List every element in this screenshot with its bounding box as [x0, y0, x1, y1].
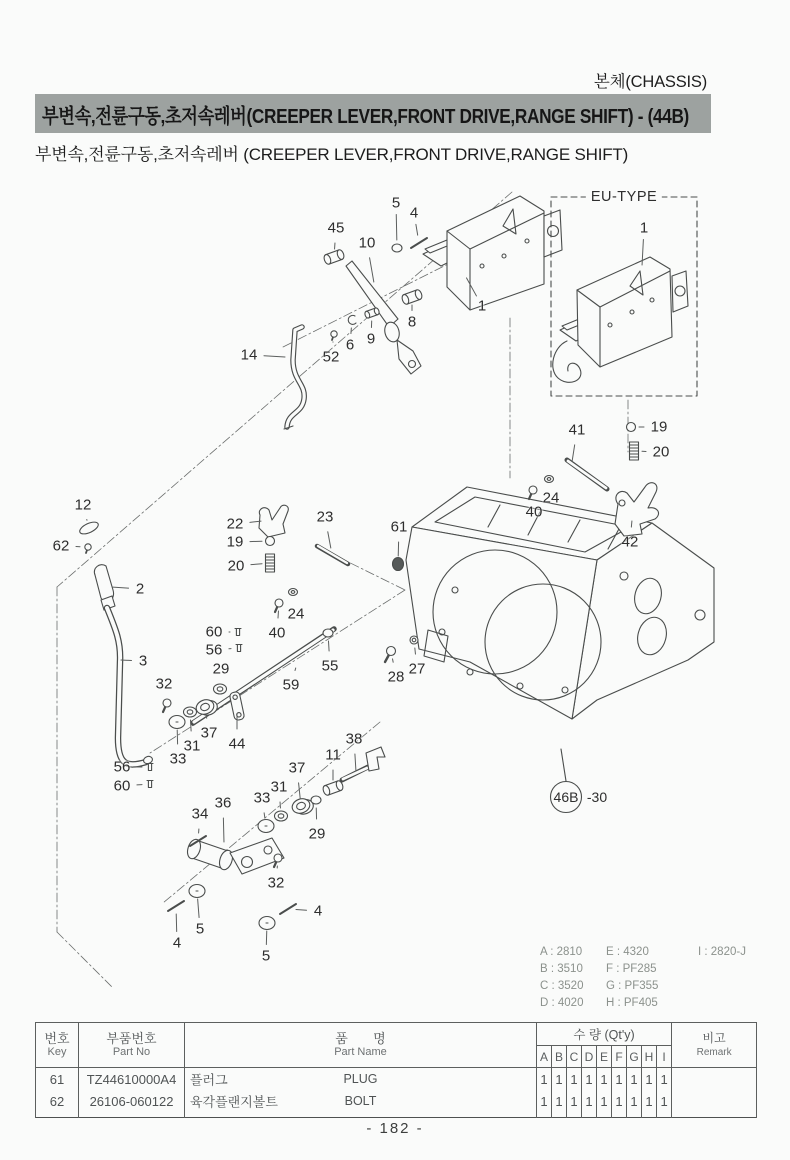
- table-cell: 1: [567, 1068, 582, 1091]
- spacer-cell: [582, 1112, 597, 1118]
- qty-col-D: D: [582, 1046, 597, 1068]
- part-callout-10: 10: [358, 234, 376, 252]
- eu-type-box: [551, 197, 697, 396]
- part-callout-42: 42: [621, 533, 639, 551]
- part-callout-33: 33: [253, 789, 271, 807]
- part-callout-24: 24: [287, 605, 305, 623]
- page-subtitle: 부변속,전륜구동,초저속레버 (CREEPER LEVER,FRONT DRIVE,RANGE SHIFT): [35, 145, 629, 164]
- part-callout-24: 24: [542, 489, 560, 507]
- part-callout-62: 62: [52, 537, 70, 555]
- bracket-part-1: [423, 196, 562, 310]
- part-callout-60: 60: [113, 777, 131, 795]
- part-callout-40: 40: [268, 624, 286, 642]
- part-callout-5: 5: [261, 947, 271, 965]
- part-callout-32: 32: [267, 874, 285, 892]
- note-line: A : 2810 E : 4320 I : 2820-J: [540, 946, 746, 958]
- table-cell: 육각플랜지볼트 BOLT: [185, 1090, 537, 1112]
- table-cell: 1: [567, 1090, 582, 1112]
- table-cell: 1: [627, 1068, 642, 1091]
- table-cell: 1: [597, 1090, 612, 1112]
- table-cell: 62: [36, 1090, 79, 1112]
- part-callout-38: 38: [345, 730, 363, 748]
- part-callout-12: 12: [74, 496, 92, 514]
- qty-col-E: E: [597, 1046, 612, 1068]
- rod-part-38: [342, 747, 385, 780]
- parts-table: [35, 1022, 757, 1118]
- table-cell: 1: [657, 1068, 672, 1091]
- part-callout-44: 44: [228, 735, 246, 753]
- qty-col-F: F: [612, 1046, 627, 1068]
- part-callout-29: 29: [212, 660, 230, 678]
- table-cell: 1: [552, 1068, 567, 1091]
- part-callout-31: 31: [270, 778, 288, 796]
- rod-part-14: [284, 327, 304, 429]
- part-callout-37: 37: [200, 724, 218, 742]
- part-callout-28: 28: [387, 668, 405, 686]
- part-callout-4: 4: [313, 902, 323, 920]
- section-label: 본체(CHASSIS): [593, 73, 707, 91]
- part-callout-20: 20: [652, 443, 670, 461]
- assembly-ref-suffix: -30: [586, 789, 608, 805]
- part-callout-56: 56: [113, 758, 131, 776]
- part-callout-19: 19: [650, 418, 668, 436]
- part-callout-3: 3: [138, 652, 148, 670]
- note-line: D : 4020 H : PF405: [540, 997, 658, 1009]
- rod-part-41: [567, 460, 607, 489]
- part-callout-8: 8: [407, 313, 417, 331]
- spacer-cell: [627, 1112, 642, 1118]
- table-cell: 1: [642, 1090, 657, 1112]
- part-callout-5: 5: [195, 920, 205, 938]
- part-callout-33: 33: [169, 750, 187, 768]
- part-callout-4: 4: [172, 934, 182, 952]
- part-callout-40: 40: [525, 503, 543, 521]
- part-callout-2: 2: [135, 580, 145, 598]
- part-callout-31: 31: [183, 737, 201, 755]
- part-callout-20: 20: [227, 557, 245, 575]
- part-callout-11: 11: [325, 746, 341, 764]
- col-header-qty: 수 량 (Qt'y): [537, 1023, 672, 1046]
- part-callout-5: 5: [391, 194, 401, 212]
- part-callout-52: 52: [322, 348, 340, 366]
- spacer-cell: [36, 1112, 79, 1118]
- table-cell: 1: [612, 1068, 627, 1091]
- spacer-cell: [612, 1112, 627, 1118]
- spacer-cell: [642, 1112, 657, 1118]
- table-cell: 플러그 PLUG: [185, 1068, 537, 1091]
- table-cell: 1: [627, 1090, 642, 1112]
- page-number: - 182 -: [366, 1120, 424, 1137]
- spacer-cell: [79, 1112, 185, 1118]
- page-title: 부변속,전륜구동,초저속레버(CREEPER LEVER,FRONT DRIVE,RANGE SHIFT) - (44B): [42, 104, 689, 128]
- table-cell: 1: [582, 1068, 597, 1091]
- part-callout-1: 1: [639, 219, 649, 237]
- spacer-cell: [552, 1112, 567, 1118]
- part-callout-1: 1: [477, 297, 487, 315]
- col-header-remark: 비고 Remark: [672, 1023, 757, 1068]
- part-callout-4: 4: [409, 204, 419, 222]
- part-callout-36: 36: [214, 794, 232, 812]
- col-header-partname: 품 명 Part Name: [185, 1023, 537, 1068]
- spacer-cell: [657, 1112, 672, 1118]
- table-cell: 1: [537, 1090, 552, 1112]
- table-cell: 61: [36, 1068, 79, 1091]
- note-line: B : 3510 F : PF285: [540, 963, 657, 975]
- spacer-cell: [185, 1112, 537, 1118]
- table-cell: 1: [537, 1068, 552, 1091]
- qty-col-A: A: [537, 1046, 552, 1068]
- part-callout-32: 32: [155, 675, 173, 693]
- part-callout-6: 6: [345, 336, 355, 354]
- part-callout-59: 59: [282, 676, 300, 694]
- table-cell: [672, 1068, 757, 1091]
- col-header-partno: 부품번호 Part No: [79, 1023, 185, 1068]
- spacer-cell: [567, 1112, 582, 1118]
- note-line: C : 3520 G : PF355: [540, 980, 659, 992]
- part-callout-19: 19: [226, 533, 244, 551]
- col-header-key: 번호 Key: [36, 1023, 79, 1068]
- table-cell: [672, 1090, 757, 1112]
- table-cell: 26106-060122: [79, 1090, 185, 1112]
- spacer-cell: [537, 1112, 552, 1118]
- part-callout-29: 29: [308, 825, 326, 843]
- part-callout-22: 22: [226, 515, 244, 533]
- table-cell: TZ44610000A4: [79, 1068, 185, 1091]
- part-callout-41: 41: [568, 421, 586, 439]
- part-callout-56: 56: [205, 641, 223, 659]
- part-callout-9: 9: [366, 330, 376, 348]
- qty-col-C: C: [567, 1046, 582, 1068]
- part-callout-45: 45: [327, 219, 345, 237]
- table-cell: 1: [597, 1068, 612, 1091]
- qty-col-B: B: [552, 1046, 567, 1068]
- qty-col-H: H: [642, 1046, 657, 1068]
- transmission-housing: [406, 487, 714, 719]
- spacer-row: [36, 1112, 757, 1118]
- spacer-cell: [672, 1112, 757, 1118]
- fork-part-22: [259, 505, 288, 537]
- part-callout-14: 14: [240, 346, 258, 364]
- part-callout-55: 55: [321, 657, 339, 675]
- table-cell: 1: [582, 1090, 597, 1112]
- table-row: [36, 1090, 757, 1112]
- assembly-ref-circle-text: 46B: [553, 789, 579, 805]
- table-cell: 1: [552, 1090, 567, 1112]
- table-row: [36, 1068, 757, 1091]
- eu-type-label: EU-TYPE: [586, 189, 662, 205]
- table-cell: 1: [657, 1090, 672, 1112]
- pin-part-23: [317, 546, 348, 564]
- applicability-notes: [540, 944, 746, 1012]
- part-callout-34: 34: [191, 805, 209, 823]
- part-callout-27: 27: [408, 660, 426, 678]
- part-callout-60: 60: [205, 623, 223, 641]
- part-callout-37: 37: [288, 759, 306, 777]
- table-cell: 1: [612, 1090, 627, 1112]
- part-callout-23: 23: [316, 508, 334, 526]
- table-cell: 1: [642, 1068, 657, 1091]
- qty-col-I: I: [657, 1046, 672, 1068]
- qty-col-G: G: [627, 1046, 642, 1068]
- part-callout-61: 61: [390, 518, 408, 536]
- spacer-cell: [597, 1112, 612, 1118]
